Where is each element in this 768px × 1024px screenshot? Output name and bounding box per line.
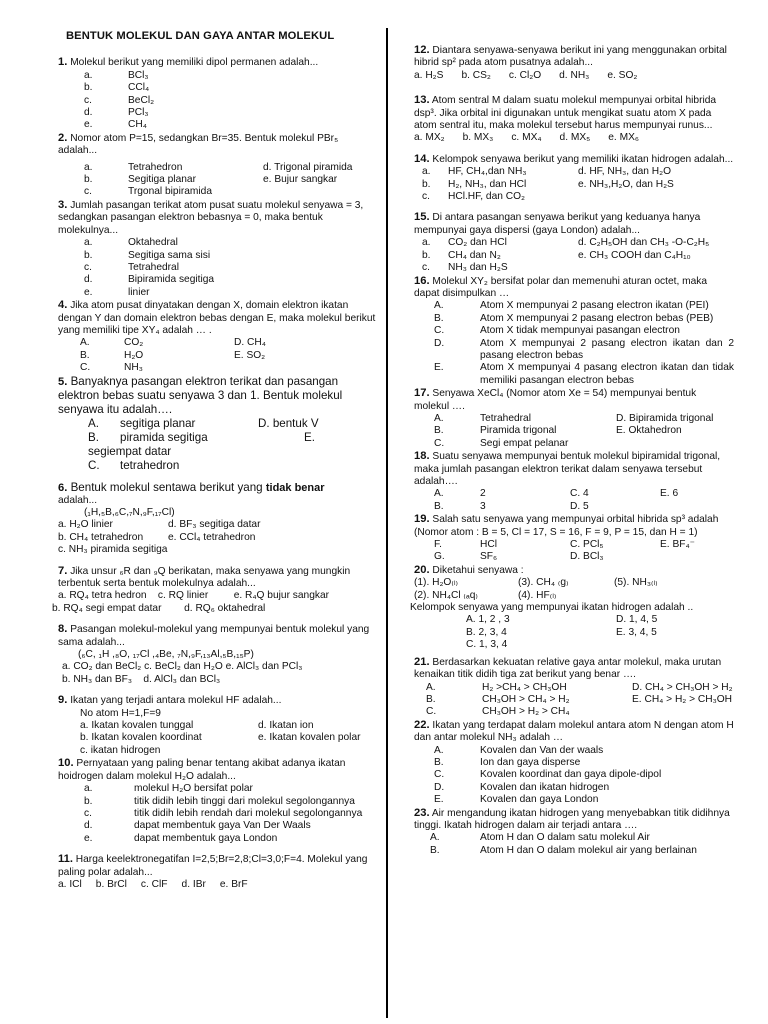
question-15: 15. Di antara pasangan senyawa berikut yang keduanya hanya mempunyai gaya dispersi (gaya London) adalah... a. CO₂ dan HCl d. C₂H₅OH dan CH₃ -O-C₂H₅ b. CH₄ dan N₂ e. CH₃ COOH dan C₄H₁₀ c. NH₃ dan H₂S <box>414 211 710 274</box>
question-16-stem: Molekul XY₂ bersifat polar dan memenuhi aturan octet, maka dapat disimpulkan … <box>414 275 708 299</box>
question-21: 21. Berdasarkan kekuatan relative gaya antar molekul, maka urutan kenaikan titik didih tiga zat berikut yang benar …. A. H₂ >CH₄ > CH₃OH D. CH₄ > CH₃OH > H₂ B. CH₃OH > CH₄ > H₂ E. CH₄ > H₂ > CH₃OH C. CH₃OH > H₂ > CH₄ <box>414 655 733 718</box>
question-14: 14. Kelompok senyawa berikut yang memiliki ikatan hidrogen adalah... a. HF, CH₄,dan NH₃ d. HF, NH₃, dan H₂O b. H₂, NH₃, dan HCl e. NH₃,H₂O, dan H₂S c. HCl.HF, dan CO₂ <box>414 152 734 203</box>
left-column <box>52 30 378 891</box>
question-4: 4. Jika atom pusat dinyatakan dengan X, domain elektron ikatan dengan Y dan domain elektron bebas dengan E, maka molekul berikut yang memiliki tipe XY₄ adalah … . A. CO₂ D. CH₄ B. H₂O E. SO₂ C. NH₃ <box>58 299 376 374</box>
question-14-stem: Kelompok senyawa berikut yang memiliki ikatan hidrogen adalah... <box>432 153 734 165</box>
question-22: 22. Ikatan yang terdapat dalam molekul antara atom N dengan atom H dan antar molekul NH₃ adalah … A. Kovalen dan Van der waals B. Ion dan gaya disperse C. Kovalen koordinat dan gaya dipole-dipol D. Kovalen dan ikatan hidrogen E. Kovalen dan gaya London <box>414 718 734 806</box>
question-9-stem: Ikatan yang terjadi antara molekul HF adalah... <box>70 695 282 707</box>
right-column <box>410 44 734 857</box>
option: CH₄ <box>128 119 147 131</box>
question-11-stem: Harga keelektronegatifan I=2,5;Br=2,8;Cl=3,0;F=4. Molekul yang paling polar adalah... <box>58 854 368 878</box>
question-21-stem: Berdasarkan kekuatan relative gaya antar molekul, maka urutan kenaikan titik didih tiga zat berikut yang benar …. <box>414 656 722 681</box>
option: BCl₃ <box>128 69 149 81</box>
question-1: 1. Molekul berikut yang memiliki dipol permanen adalah... a. BCl₃ b. CCl₄ c. BeCl₂ d. PCl₃ e. CH₄ <box>58 56 378 131</box>
question-13: 13. Atom sentral M dalam suatu molekul mempunyai orbital hibrida dsp³. Jika orbital ini digunakan untuk mengikat suatu atom X pada atom sentral itu, maka molekul tersebut harus mempunyai runus... a. MX₂ b. MX₃ c. MX₄ d. MX₅ e. MX₆ <box>414 94 717 144</box>
question-2: 2. Nomor atom P=15, sedangkan Br=35. Bentuk molekul PBr₅ adalah... a. Tetrahedron d. Trigonal piramida b. Segitiga planar e. Bujur sangkar c. Trgonal bipiramida <box>58 131 353 198</box>
question-5-stem: Banyaknya pasangan elektron terikat dan pasangan elektron bebas suatu senyawa 3 dan 1. Bentuk molekul senyawa itu adalah…. <box>58 374 343 416</box>
question-10-stem: Pernyataan yang paling benar tentang akibat adanya ikatan hoidrogen dalam molekul H₂O adalah... <box>58 758 346 782</box>
option: CCl₄ <box>128 82 150 94</box>
question-23-stem: Air mengandung ikatan hidrogen yang menyebabkan titik didihnya tinggi. Ikatah hidrogen dalam air terjadi antara …. <box>414 807 730 831</box>
question-4-stem: Jika atom pusat dinyatakan dengan X, domain elektron ikatan dengan Y dan domain elektron bebas dengan E, maka molekul berikut yang memiliki tipe XY₄ adalah … . <box>58 300 376 336</box>
question-19: 19. Salah satu senyawa yang mempunyai orbital hibrida sp³ adalah (Nomor atom : B = 5, Cl = 17, S = 16, F = 9, P = 15, dan H = 1) F. HCl C. PCl₅ E. BF₄⁻ G. SF₆ D. BCl₃ <box>414 513 719 563</box>
question-18: 18. Suatu senyawa mempunyai bentuk molekul bipiramidal trigonal, maka jumlah pasangan elektron terikat dalam senyawa tersebut adalah…. A. 2 C. 4 E. 6 B. 3 D. 5 <box>414 450 721 512</box>
question-12: 12. Diantara senyawa-senyawa berikut ini yang menggunakan orbital hibrid sp² pada atom pusatnya adalah... a. H₂S b. CS₂ c. Cl₂O d. NH₃ e. SO₂ <box>414 44 727 81</box>
question-11: 11. Harga keelektronegatifan I=2,5;Br=2,8;Cl=3,0;F=4. Molekul yang paling polar adalah... a. ICl b. BrCl c. ClF d. IBr e. BrF <box>58 853 368 890</box>
question-9: 9. Ikatan yang terjadi antara molekul HF adalah... No atom H=1,F=9 a. Ikatan kovalen tunggal d. Ikatan ion b. Ikatan kovalen koordinat e. Ikatan kovalen polar c. ikatan hidrogen <box>58 694 361 756</box>
question-17-stem: Senyawa XeCl₄ (Nomor atom Xe = 54) mempunyai bentuk molekul …. <box>414 388 697 412</box>
question-7: 7. Jika unsur ₆R dan ₉Q berikatan, maka senyawa yang mungkin terbentuk serta bentuk molekulnya adalah... a. RQ₄ tetra hedron c. RQ linier e. R₄Q bujur sangkar b. RQ₄ segi empat datar d. RQ₆ oktahedral <box>52 564 351 614</box>
question-8-stem: Pasangan molekul-molekul yang mempunyai bentuk molekul yang sama adalah... <box>58 624 370 648</box>
question-8: 8. Pasangan molekul-molekul yang mempunyai bentuk molekul yang sama adalah... (₆C, ₁H ,₈O, ₁₇Cl ,₄Be, ₇N,₉F,₁₃Al,₅B,₁₅P) a. CO₂ dan BeCl₂ c. BeCl₂ dan H₂O e. AlCl₃ dan PCl₃ b. NH₃ dan BF₃ d. AlCl₃ dan BCl₃ <box>58 623 370 685</box>
column-divider <box>386 28 388 1018</box>
question-5: 5. Banyaknya pasangan elektron terikat dan pasangan elektron bebas suatu senyawa 3 dan 1. Bentuk molekul senyawa itu adalah…. A. segitiga planar D. bentuk V B. piramida segitiga E. segiempat datar C. tetrahedron <box>58 374 343 472</box>
question-1-stem: Molekul berikut yang memiliki dipol permanen adalah... <box>70 57 319 69</box>
page-title: BENTUK MOLEKUL DAN GAYA ANTAR MOLEKUL <box>66 30 335 42</box>
option: PCl₃ <box>128 107 149 119</box>
question-10: 10. Pernyataan yang paling benar tentang akibat adanya ikatan hoidrogen dalam molekul H₂O adalah... a. molekul H₂O bersifat polar b. titik didih lebih tinggi dari molekul segolongannya c. titik didih lebih rendah dari molekul segolongannya d. dapat membentuk gaya Van Der Waals e. dapat membentuk gaya London <box>58 757 363 844</box>
question-2-stem: Nomor atom P=15, sedangkan Br=35. Bentuk molekul PBr₅ adalah... <box>58 132 339 157</box>
question-3: 3. Jumlah pasangan terikat atom pusat suatu molekul senyawa = 3, sedangkan pasangan elektron bebasnya = 0, maka bentuk molekulnya... a. Oktahedral b. Segitiga sama sisi c. Tetrahedral d. Bipiramida segitiga e. linier <box>58 198 364 298</box>
question-7-stem: Jika unsur ₆R dan ₉Q berikatan, maka senyawa yang mungkin terbentuk serta bentuk molekulnya adalah... <box>58 565 351 589</box>
question-6: 6. Bentuk molekul sentawa berikut yang tidak benar adalah... (₁H,₅B,₆C,₇N,₉F,₁₇Cl) a. H₂O linier d. BF₃ segitiga datar b. CH₄ tetrahedron e. CCl₄ tetrahedron c. NH₃ piramida segitiga <box>58 480 325 556</box>
question-12-stem: Diantara senyawa-senyawa berikut ini yang menggunakan orbital hibrid sp² pada atom pusatnya adalah... <box>414 45 727 69</box>
question-20-stem: Diketahui senyawa : <box>432 564 524 576</box>
question-15-stem: Di antara pasangan senyawa berikut yang keduanya hanya mempunyai gaya dispersi (gaya London) adalah... <box>414 212 701 236</box>
question-23: 23. Air mengandung ikatan hidrogen yang menyebabkan titik didihnya tinggi. Ikatah hidrogen dalam air terjadi antara …. A. Atom H dan O dalam satu molekul Air B. Atom H dan O dalam molekul air yang berlainan <box>414 806 730 856</box>
question-20: 20. Diketahui senyawa : (1). H₂O₍ₗ₎ (3). CH₄ ₍g₎ (5). NH₃₍ₗ₎ (2). NH₄Cl ₍ₐq₎ (4). HF₍ₗ₎ Kelompok senyawa yang mempunyai ikatan hidrogen adalah .. A. 1, 2 , 3 D. 1, 4, 5 B. 2, 3, 4 E. 3, 4, 5 C. 1, 3, 4 <box>410 563 694 651</box>
question-16: 16. Molekul XY₂ bersifat polar dan memenuhi aturan octet, maka dapat disimpulkan … A. Atom X mempunyai 2 pasang electron ikatan (PEI) B. Atom X mempunyai 2 pasang electron bebas (PEB) C. Atom X tidak mempunyai pasangan electron D. Atom X mempunyai 2 pasang electron ikatan dan 2 pasang electron bebas E. Atom X mempunyai 4 pasang electron ikatan dan tidak memiliki pasangan electron bebas <box>414 274 734 386</box>
question-19-stem: Salah satu senyawa yang mempunyai orbital hibrida sp³ adalah (Nomor atom : B = 5, Cl = 17, S = 16, F = 9, P = 15, dan H = 1) <box>414 514 719 538</box>
question-18-stem: Suatu senyawa mempunyai bentuk molekul bipiramidal trigonal, maka jumlah pasangan elektron terikat dalam senyawa tersebut adalah…. <box>414 451 721 487</box>
question-22-stem: Ikatan yang terdapat dalam molekul antara atom N dengan atom H dan antar molekul NH₃ adalah … <box>414 719 734 744</box>
option: BeCl₂ <box>128 94 155 106</box>
question-3-stem: Jumlah pasangan terikat atom pusat suatu molekul senyawa = 3, sedangkan pasangan elektron bebasnya = 0, maka bentuk molekulnya... <box>58 199 364 236</box>
question-13-stem: Atom sentral M dalam suatu molekul mempunyai orbital hibrida dsp³. Jika orbital ini digunakan untuk mengikat suatu atom X pada atom sentral itu, maka molekul tersebut harus mempunyai runus... <box>414 95 717 132</box>
question-17: 17. Senyawa XeCl₄ (Nomor atom Xe = 54) mempunyai bentuk molekul …. A. Tetrahedral D. Bipiramida trigonal B. Piramida trigonal E. Oktahedron C. Segi empat pelanar <box>414 387 714 449</box>
